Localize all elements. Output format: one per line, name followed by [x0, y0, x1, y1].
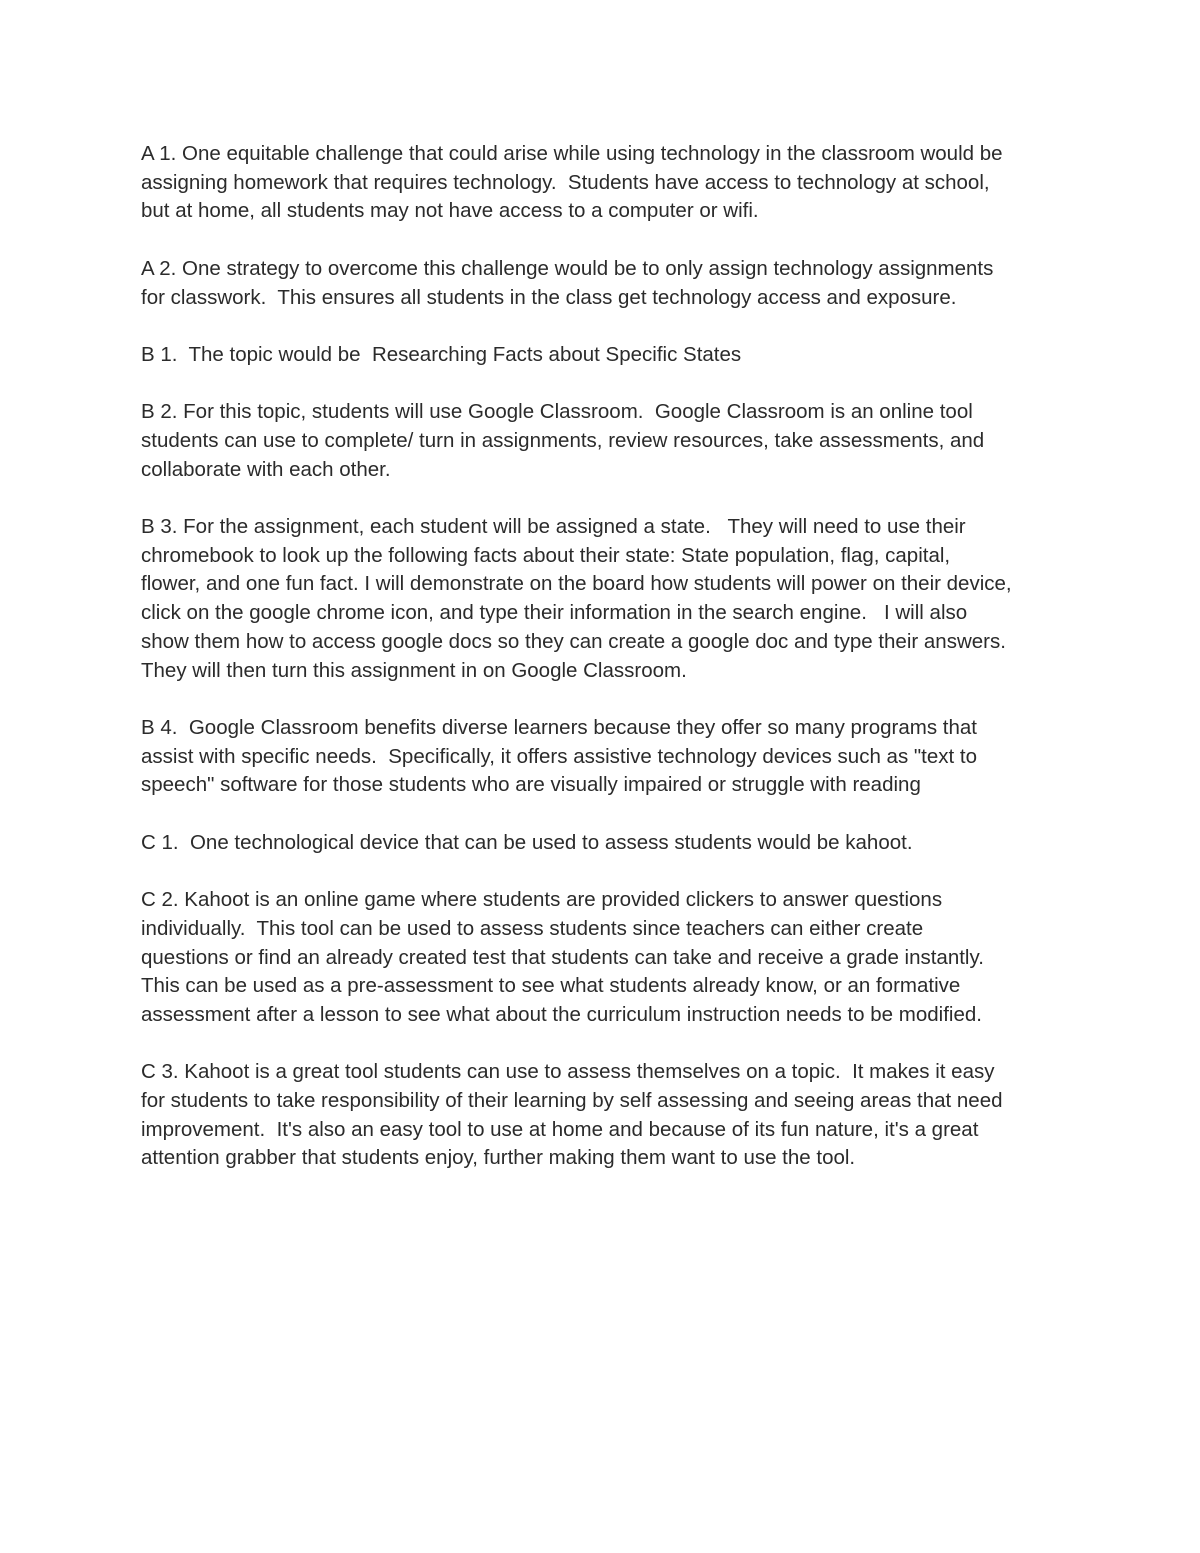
text-line: assist with specific needs. Specifically, it offers assistive technology devices such as "text to — [141, 744, 978, 768]
text-line: but at home, all students may not have access to a computer or wifi. — [141, 199, 759, 223]
text-line: click on the google chrome icon, and type their information in the search engine. I will also — [141, 601, 968, 625]
text-line: C 2. Kahoot is an online game where students are provided clickers to answer questions — [141, 888, 943, 912]
paragraph-c2 — [141, 886, 1071, 1030]
text-line: attention grabber that students enjoy, further making them want to use the tool. — [141, 1146, 856, 1170]
text-line: speech" software for those students who are visually impaired or struggle with reading — [141, 773, 921, 797]
text-line: individually. This tool can be used to assess students since teachers can either create — [141, 916, 924, 940]
text-line: chromebook to look up the following facts about their state: State population, flag, capital, — [141, 543, 951, 567]
text-line: collaborate with each other. — [141, 457, 391, 481]
text-line: B 3. For the assignment, each student will be assigned a state. They will need to use their — [141, 515, 966, 539]
text-line: They will then turn this assignment in on Google Classroom. — [141, 658, 687, 682]
text-line: improvement. It's also an easy tool to use at home and because of its fun nature, it's a great — [141, 1117, 979, 1141]
paragraph-b2 — [141, 398, 1071, 484]
text-line: This can be used as a pre-assessment to see what students already know, or an formative — [141, 974, 961, 998]
text-line: B 2. For this topic, students will use Google Classroom. Google Classroom is an online tool — [141, 400, 973, 424]
text-line: B 4. Google Classroom benefits diverse learners because they offer so many programs that — [141, 715, 977, 739]
text-line: assessment after a lesson to see what about the curriculum instruction needs to be modified. — [141, 1002, 982, 1026]
paragraph-c3 — [141, 1058, 1071, 1173]
paragraph-a2 — [141, 255, 1071, 312]
text-line: A 1. One equitable challenge that could arise while using technology in the classroom would be — [141, 142, 1003, 165]
text-line: questions or find an already created test that students can take and receive a grade instantly. — [141, 945, 984, 969]
document-body — [141, 140, 1071, 1202]
paragraph-c1 — [141, 829, 1071, 858]
text-line: show them how to access google docs so they can create a google doc and type their answers. — [141, 629, 1006, 653]
paragraph-b1 — [141, 341, 1071, 370]
text-line: for classwork. This ensures all students in the class get technology access and exposure. — [141, 285, 957, 309]
text-line: flower, and one fun fact. I will demonstrate on the board how students will power on their device, — [141, 572, 1012, 596]
text-line: B 1. The topic would be Researching Facts about Specific States — [141, 342, 742, 366]
paragraph-a1 — [141, 140, 1071, 226]
text-line: assigning homework that requires technology. Students have access to technology at school, — [141, 170, 990, 194]
paragraph-b4 — [141, 714, 1071, 800]
text-line: A 2. One strategy to overcome this challenge would be to only assign technology assignments — [141, 256, 994, 280]
text-line: C 1. One technological device that can be used to assess students would be kahoot. — [141, 830, 913, 854]
text-line: students can use to complete/ turn in assignments, review resources, take assessments, and — [141, 428, 985, 452]
text-line: for students to take responsibility of their learning by self assessing and seeing areas that need — [141, 1089, 1003, 1113]
paragraph-b3 — [141, 513, 1071, 685]
text-line: C 3. Kahoot is a great tool students can use to assess themselves on a topic. It makes it easy — [141, 1060, 995, 1084]
